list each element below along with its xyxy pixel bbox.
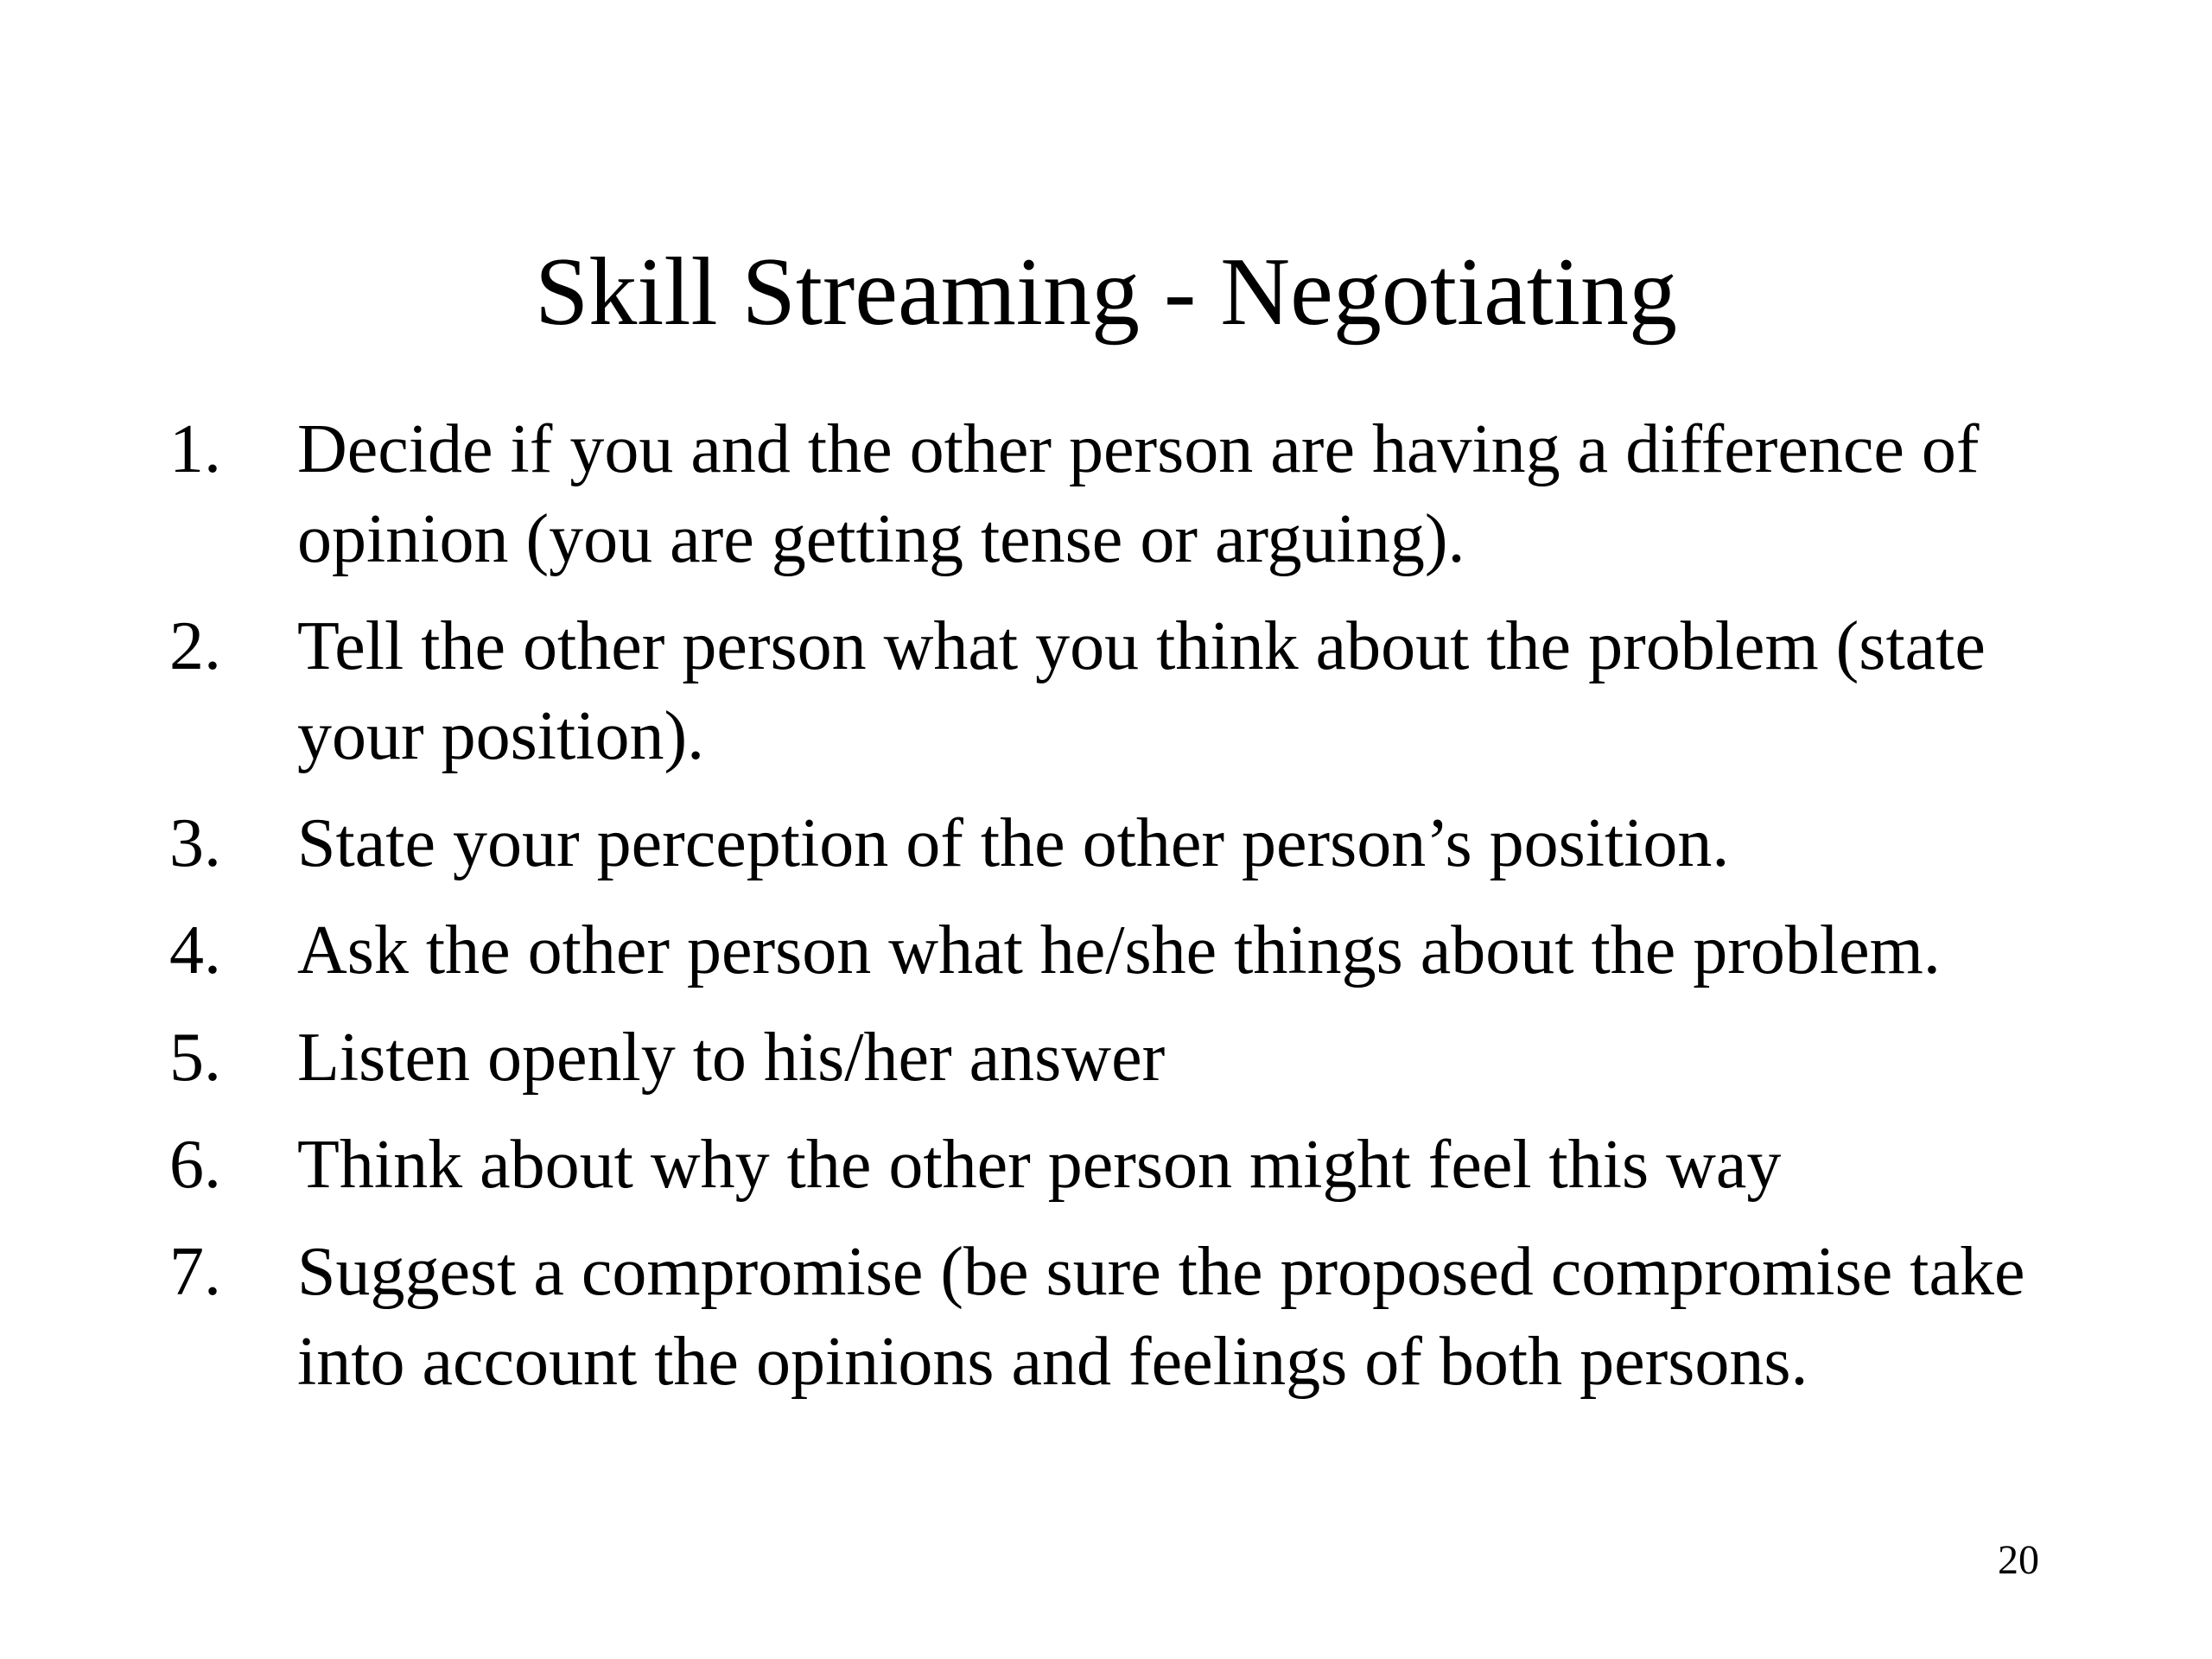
step-number: 2. [169, 608, 221, 684]
step-number: 3. [169, 805, 221, 881]
step-text: Suggest a compromise (be sure the proposed compromise take into account the opinions and feelings of both persons. [297, 1234, 2025, 1400]
list-item [169, 601, 2096, 781]
list-item [169, 1120, 2096, 1210]
step-text: Ask the other person what he/she things about the problem. [297, 912, 1941, 988]
step-text: State your perception of the other person’s position. [297, 805, 1730, 881]
step-text: Think about why the other person might feel this way [297, 1127, 1782, 1203]
step-number: 4. [169, 912, 221, 988]
list-item [169, 404, 2096, 584]
steps-list [169, 404, 2096, 1424]
step-text: Tell the other person what you think about the problem (state your position). [297, 608, 1986, 774]
page-number: 20 [1998, 1537, 2039, 1583]
step-number: 6. [169, 1127, 221, 1203]
list-item [169, 1227, 2096, 1407]
step-number: 7. [169, 1234, 221, 1310]
list-item [169, 1013, 2096, 1103]
step-text: Decide if you and the other person are having a difference of opinion (you are getting tense or arguing). [297, 411, 1980, 577]
list-item [169, 906, 2096, 995]
step-text: Listen openly to his/her answer [297, 1020, 1166, 1096]
step-number: 5. [169, 1020, 221, 1096]
slide-title: Skill Streaming - Negotiating [534, 238, 1678, 346]
list-item [169, 798, 2096, 888]
step-number: 1. [169, 411, 221, 487]
